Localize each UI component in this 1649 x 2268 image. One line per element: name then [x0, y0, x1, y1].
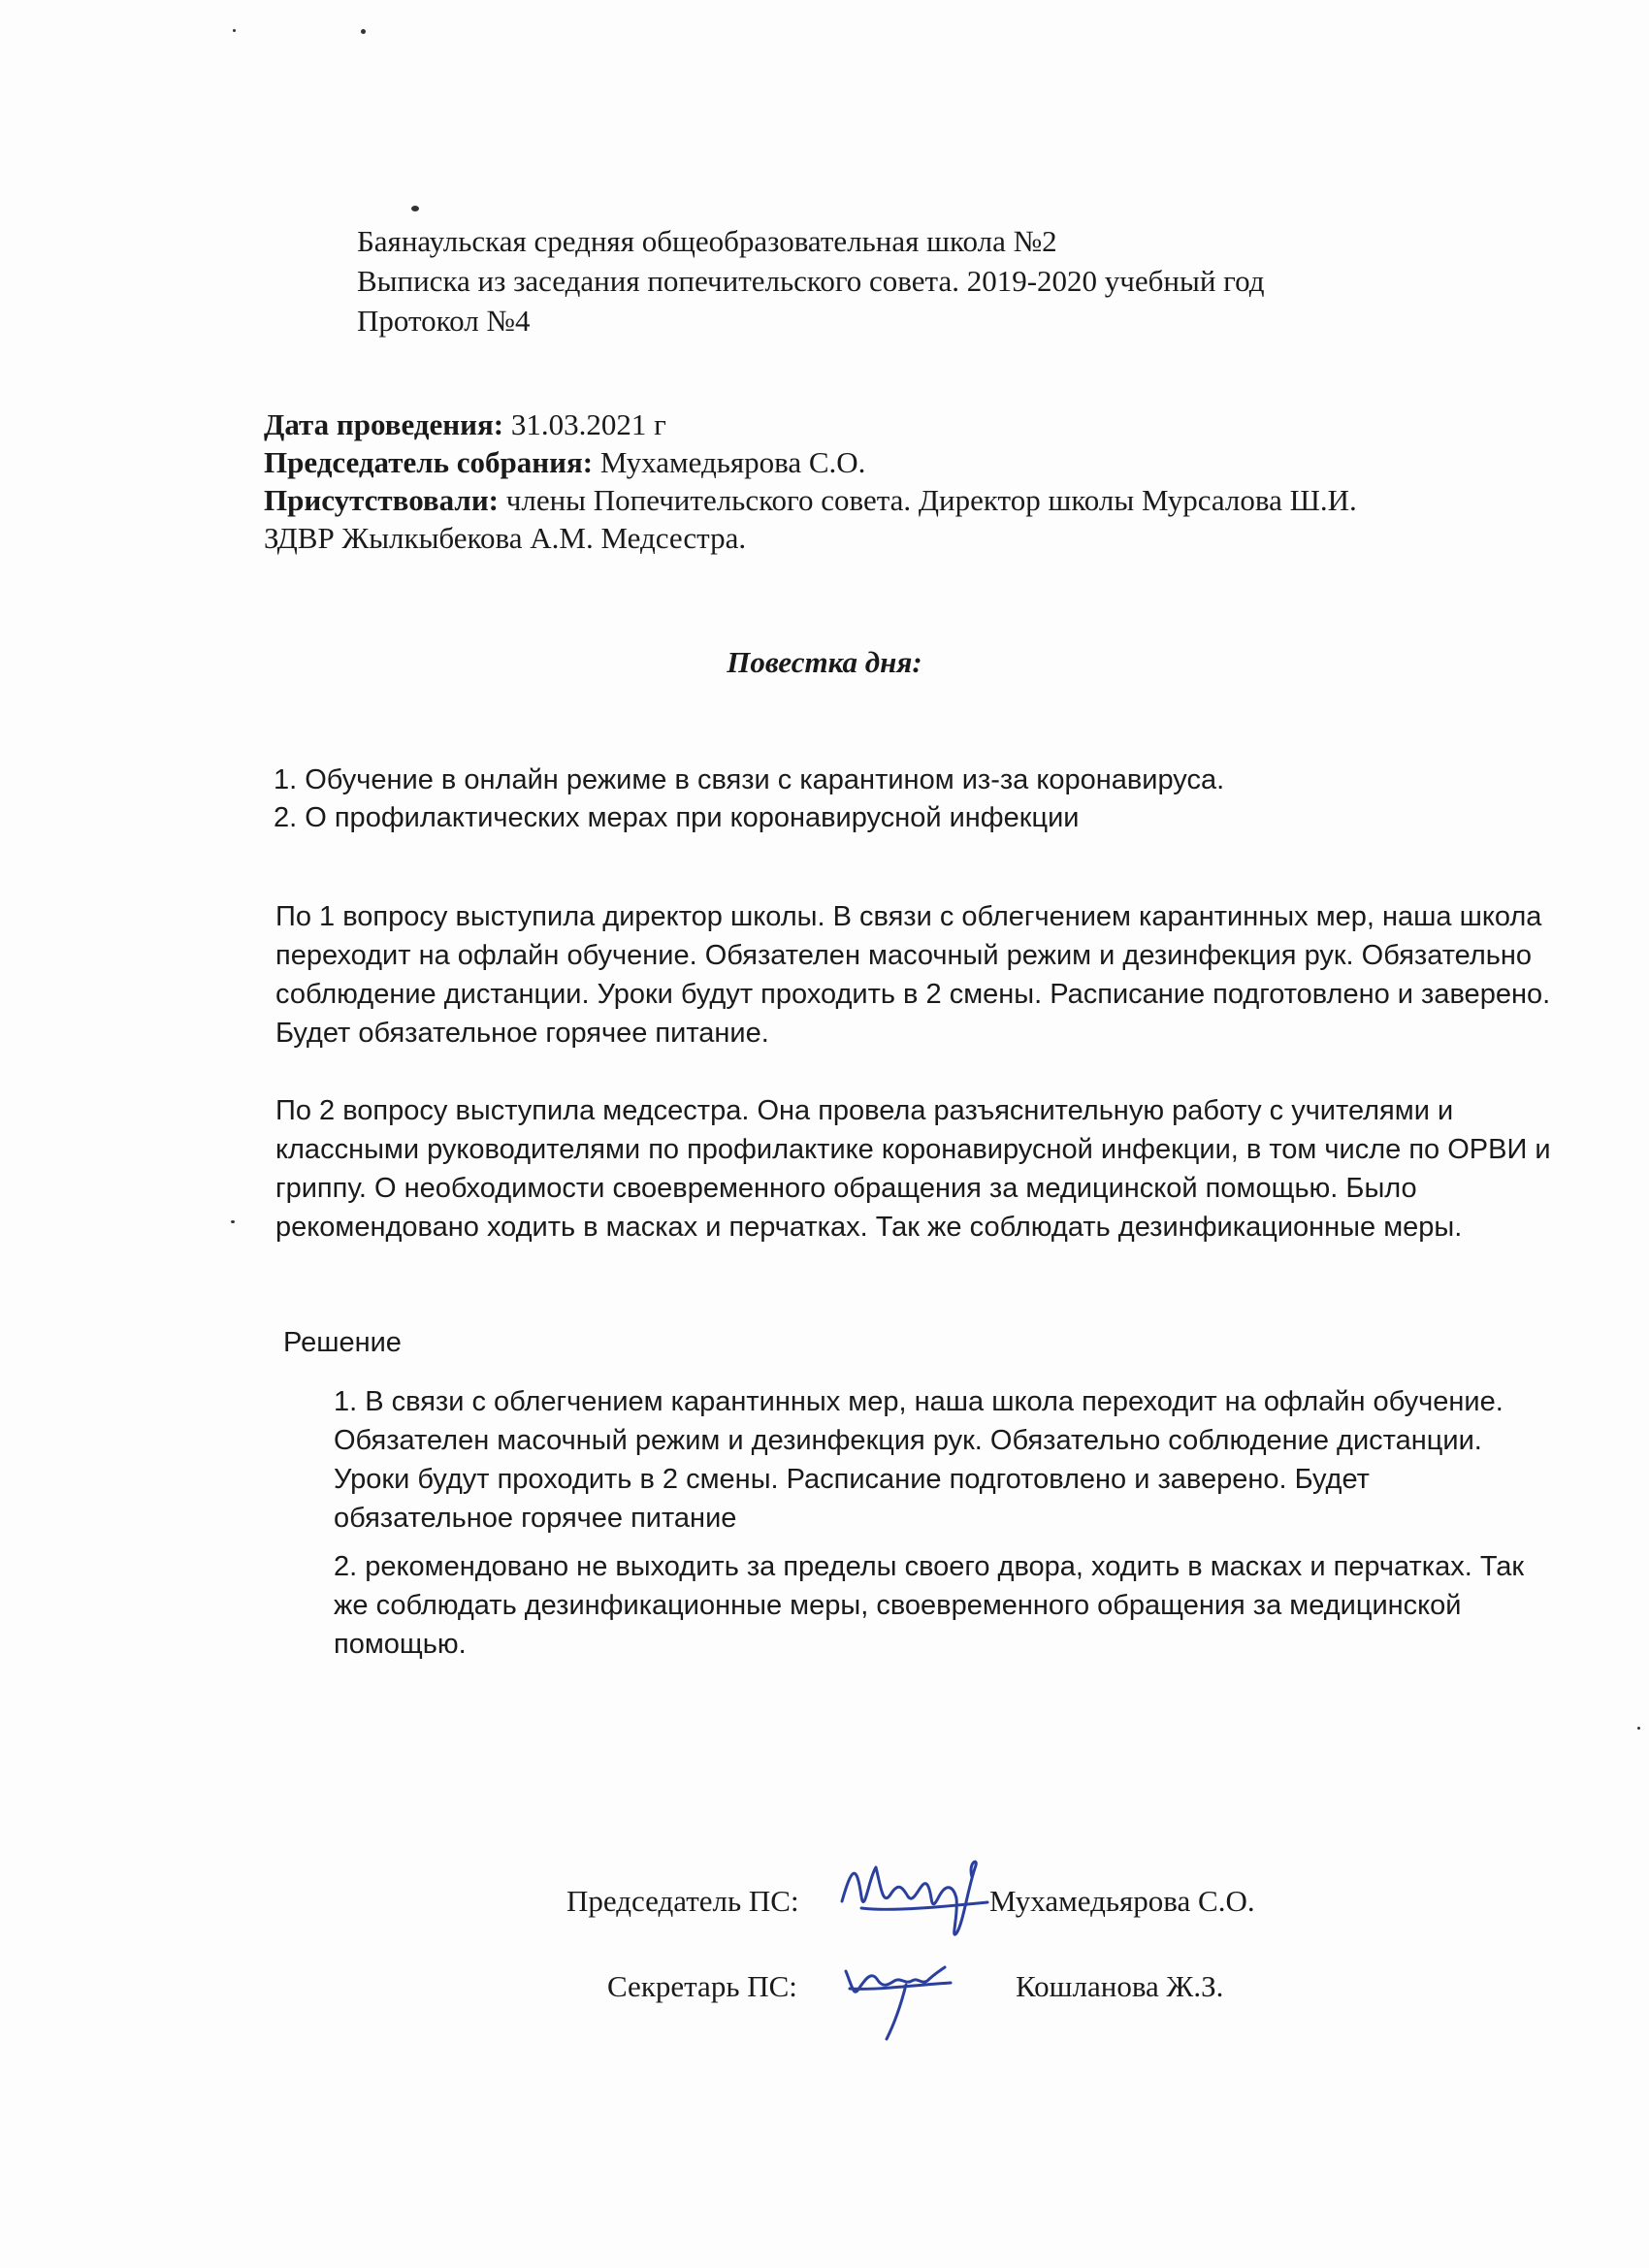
chair-name: Мухамедьярова С.О. [989, 1884, 1255, 1918]
scan-speck [1637, 1727, 1640, 1730]
secretary-role: Секретарь ПС: [607, 1969, 797, 2003]
chair-label: Председатель собрания: [264, 445, 594, 479]
agenda-list [274, 761, 1224, 837]
secretary-signature [838, 1942, 958, 2049]
agenda-item: 1. Обучение в онлайн режиме в связи с карантином из-за коронавируса. [274, 764, 1225, 795]
chair-signature [832, 1848, 997, 1955]
decision-label: Решение [283, 1327, 402, 1358]
protocol-number: Протокол №4 [357, 304, 531, 338]
meeting-date [264, 405, 1583, 443]
scan-speck [361, 29, 366, 34]
meeting-present [264, 481, 1583, 519]
present-label: Присутствовали: [264, 483, 500, 517]
decision-item-1: 1. В связи с облегчением карантинных мер, наша школа переходит на офлайн обучение. Обязателен масочный режим и дезинфекция рук. Обязательно соблюдение дистанции. Уроки будут проходить в 2 смены. Расписание подготовлено и заверено. Будет обязательное горячее питание [334, 1386, 1504, 1534]
meeting-present-continued: ЗДВР Жылкыбекова А.М. Медсестра. [264, 521, 747, 555]
meeting-chair [264, 443, 1583, 481]
agenda-item: 2. О профилактических мерах при коронавирусной инфекции [274, 802, 1080, 833]
decision-item-2: 2. рекомендовано не выходить за пределы своего двора, ходить в масках и перчатках. Так же соблюдать дезинфикационные меры, своевременного обращения за медицинской помощью. [334, 1551, 1525, 1660]
chair-value: Мухамедьярова С.О. [593, 445, 866, 479]
document-header [357, 221, 1264, 340]
scan-speck [233, 29, 236, 32]
extract-title: Выписка из заседания попечительского совета. 2019-2020 учебный год [357, 264, 1265, 298]
discussion-question-2: По 2 вопросу выступила медсестра. Она провела разъяснительную работу с учителями и классными руководителями по профилактике коронавирусной инфекции, в том числе по ОРВИ и гриппу. О необходимости своевременного обращения за медицинской помощью. Было рекомендовано ходить в масках и перчатках. Так же соблюдать дезинфикационные меры. [275, 1095, 1551, 1243]
date-label: Дата проведения: [264, 407, 504, 441]
discussion-question-1: По 1 вопросу выступила директор школы. В связи с облегчением карантинных мер, наша школа переходит на офлайн обучение. Обязателен масочный режим и дезинфекция рук. Обязательно соблюдение дистанции. Уроки будут проходить в 2 смены. Расписание подготовлено и заверено. Будет обязательное горячее питание. [275, 901, 1551, 1049]
secretary-name: Кошланова Ж.З. [1016, 1969, 1224, 2003]
meeting-info [264, 405, 1583, 557]
present-value: члены Попечительского совета. Директор школы Мурсалова Ш.И. [499, 483, 1357, 517]
date-value: 31.03.2021 г [503, 407, 666, 441]
agenda-title: Повестка дня: [727, 645, 922, 679]
scan-speck [231, 1220, 235, 1223]
school-name: Баянаульская средняя общеобразовательная школа №2 [357, 224, 1057, 258]
scan-speck [411, 206, 419, 211]
chair-role: Председатель ПС: [566, 1884, 799, 1918]
